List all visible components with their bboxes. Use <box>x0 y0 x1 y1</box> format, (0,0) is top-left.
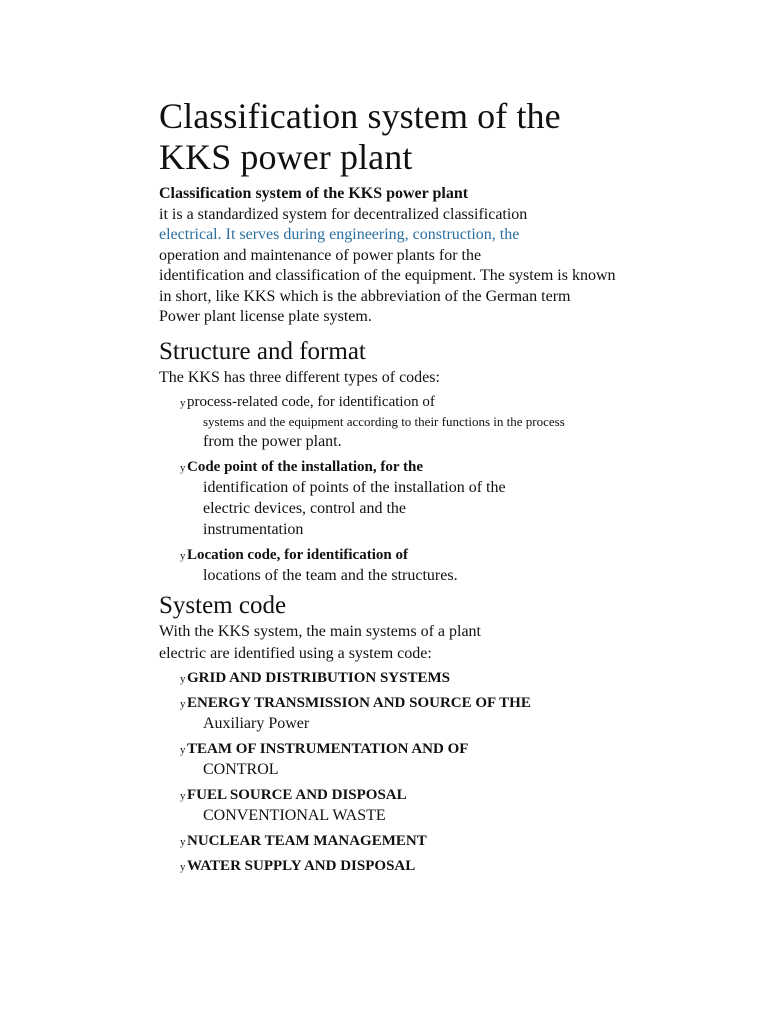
system-code-heading: System code <box>159 591 287 619</box>
bullet-marker: y <box>180 672 186 685</box>
list-item-cont-line: CONTROL <box>203 760 279 778</box>
list-item-cont-line: electric devices, control and the <box>203 499 407 517</box>
list-item-cont-line: Auxiliary Power <box>203 714 310 732</box>
structure-heading: Structure and format <box>159 337 366 365</box>
bullet-marker: y <box>180 396 186 409</box>
list-item-cont-line: locations of the team and the structures. <box>203 566 458 584</box>
system-code-list <box>159 668 679 876</box>
intro-link-line[interactable]: electrical. It serves during engineering, construction, the <box>159 226 520 243</box>
list-item <box>159 668 679 688</box>
list-item-cont-line: from the power plant. <box>203 432 342 450</box>
list-item-first-line: Location code, for identification of <box>187 546 408 563</box>
list-item <box>159 457 679 540</box>
bullet-marker: y <box>180 789 186 802</box>
intro-line-3: identification and classification of the equipment. The system is known <box>159 267 616 284</box>
list-item-first-line: FUEL SOURCE AND DISPOSAL <box>187 786 407 803</box>
structure-lead: The KKS has three different types of codes: <box>159 368 440 386</box>
list-item-first-line: TEAM OF INSTRUMENTATION AND OF <box>187 740 469 757</box>
list-item <box>159 785 679 826</box>
list-item <box>159 693 679 734</box>
system-code-lead-1: With the KKS system, the main systems of a plant <box>159 622 481 640</box>
list-item <box>159 856 679 876</box>
list-item-first-line: NUCLEAR TEAM MANAGEMENT <box>187 832 427 849</box>
bullet-marker: y <box>180 549 186 562</box>
title-line-1: Classification system of the <box>159 96 561 136</box>
bullet-marker: y <box>180 835 186 848</box>
intro-line-5: Power plant license plate system. <box>159 308 372 325</box>
list-item-first-line: process-related code, for identification of <box>187 393 435 410</box>
list-item <box>159 739 679 780</box>
intro-line-1: it is a standardized system for decentralized classification <box>159 205 528 223</box>
bullet-marker: y <box>180 697 186 710</box>
structure-list <box>159 392 679 586</box>
list-item <box>159 545 679 586</box>
intro-line-2: operation and maintenance of power plants for the <box>159 246 482 264</box>
intro-paragraph <box>159 184 679 328</box>
title-line-2: KKS power plant <box>159 137 413 177</box>
list-item-cont-line: identification of points of the installation of the <box>203 478 506 496</box>
list-item-cont-line: systems and the equipment according to their functions in the process <box>203 413 565 429</box>
list-item-cont-line: instrumentation <box>203 520 304 538</box>
list-item-first-line: WATER SUPPLY AND DISPOSAL <box>187 857 416 874</box>
bullet-marker: y <box>180 743 186 756</box>
list-item <box>159 831 679 851</box>
document-page <box>159 96 679 881</box>
list-item-first-line: ENERGY TRANSMISSION AND SOURCE OF THE <box>187 694 531 711</box>
intro-bold-line: Classification system of the KKS power plant <box>159 185 469 202</box>
document-title <box>159 96 679 178</box>
list-item-first-line: GRID AND DISTRIBUTION SYSTEMS <box>187 669 450 686</box>
intro-line-4: in short, like KKS which is the abbreviation of the German term <box>159 287 571 305</box>
system-code-lead-2: electric are identified using a system code: <box>159 644 432 662</box>
list-item-cont-line: CONVENTIONAL WASTE <box>203 806 386 824</box>
list-item-first-line: Code point of the installation, for the <box>187 458 423 475</box>
bullet-marker: y <box>180 860 186 873</box>
bullet-marker: y <box>180 461 186 474</box>
list-item <box>159 392 679 452</box>
